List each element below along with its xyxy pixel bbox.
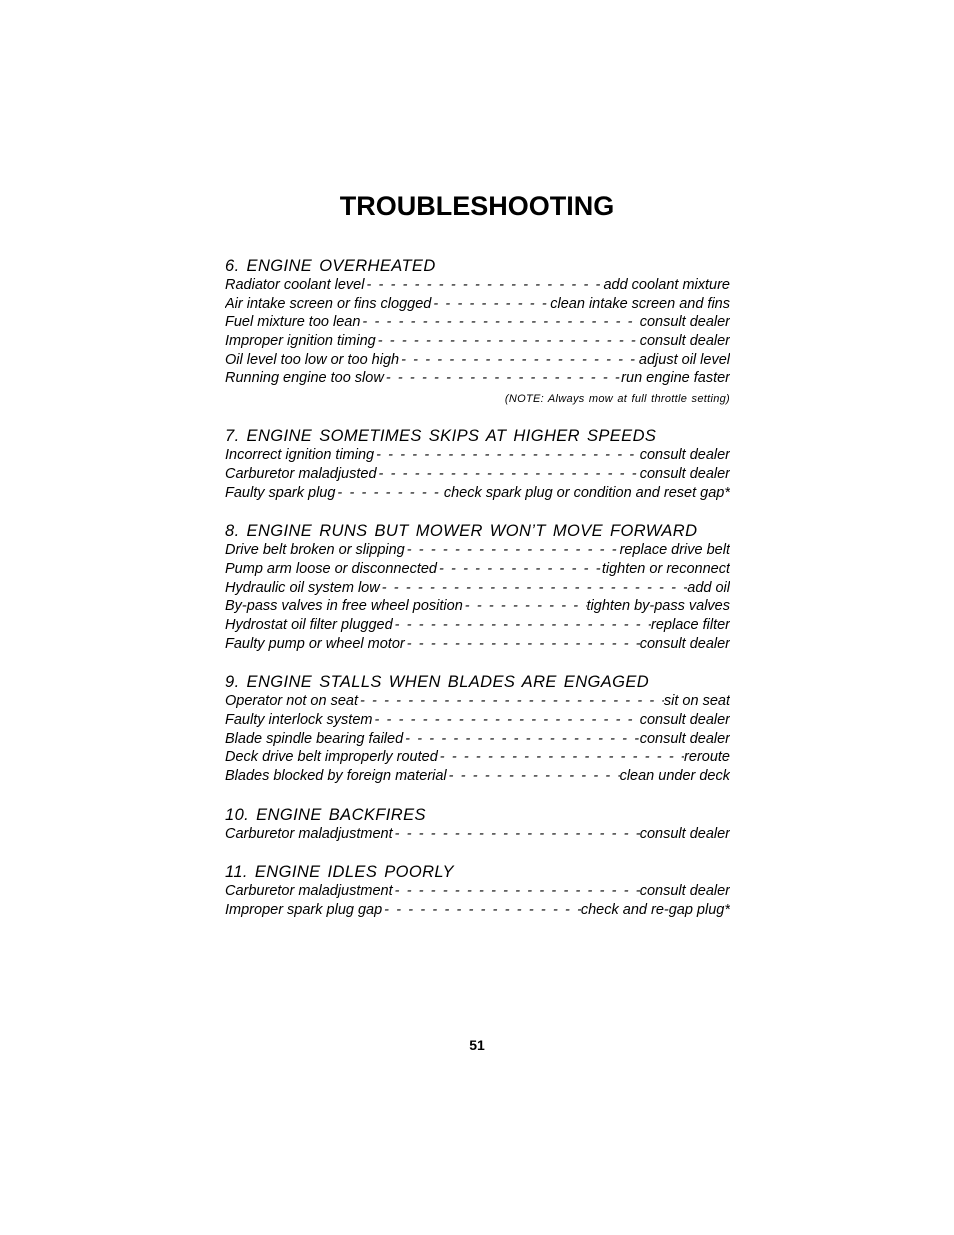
cause-text: Carburetor maladjustment	[225, 825, 393, 842]
troubleshooting-row	[225, 295, 730, 314]
section-engine-stalls	[225, 672, 730, 785]
dash-leader	[393, 825, 640, 844]
remedy-text: adjust oil level	[638, 351, 730, 368]
remedy-text: clean intake screen and fins	[550, 295, 730, 312]
remedy-text: consult dealer	[639, 883, 730, 900]
cause-text: Faulty interlock system	[225, 712, 373, 728]
page-title: TROUBLESHOOTING	[339, 191, 615, 221]
dash-leader	[382, 901, 581, 920]
troubleshooting-row	[225, 730, 730, 749]
cause-text: Pump arm loose or disconnected	[225, 560, 437, 577]
remedy-text: consult dealer	[639, 730, 730, 747]
remedy-text: consult dealer	[639, 333, 730, 350]
cause-text: Carburetor maladjustment	[225, 883, 393, 900]
troubleshooting-row	[225, 579, 730, 598]
dash-leader	[372, 711, 639, 730]
dash-leader	[393, 616, 651, 635]
section-heading: 6. ENGINE OVERHEATED	[225, 257, 436, 275]
cause-text: Operator not on seat	[225, 693, 358, 710]
dash-leader	[335, 484, 443, 503]
troubleshooting-row	[225, 635, 730, 654]
dash-leader	[405, 541, 620, 560]
dash-leader	[380, 579, 688, 598]
remedy-text: add oil	[687, 579, 730, 596]
remedy-text: consult dealer	[639, 712, 730, 728]
troubleshooting-row	[225, 825, 730, 844]
dash-leader	[405, 635, 640, 654]
remedy-text: consult dealer	[639, 314, 730, 331]
cause-text: Running engine too slow	[225, 370, 384, 387]
cause-text: Radiator coolant level	[225, 277, 365, 293]
remedy-text: sit on seat	[663, 693, 730, 710]
cause-text: Blade spindle bearing failed	[225, 730, 404, 747]
troubleshooting-row	[225, 332, 730, 351]
remedy-text: consult dealer	[639, 825, 730, 842]
remedy-text: replace filter	[651, 616, 730, 633]
dash-leader	[399, 351, 639, 370]
cause-text: Hydraulic oil system low	[225, 579, 380, 596]
cause-text: Blades blocked by foreign material	[225, 768, 447, 785]
cause-text: Fuel mixture too lean	[225, 314, 361, 331]
section-engine-backfires	[225, 805, 730, 844]
remedy-text: tighten by-pass valves	[586, 598, 730, 615]
dash-leader	[384, 369, 621, 388]
troubleshooting-row	[225, 597, 730, 616]
remedy-text: tighten or reconnect	[601, 560, 730, 577]
section-heading: 9. ENGINE STALLS WHEN BLADES ARE ENGAGED	[225, 673, 650, 692]
troubleshooting-row	[225, 369, 730, 388]
remedy-text: replace drive belt	[619, 542, 730, 559]
cause-text: Hydrostat oil filter plugged	[225, 616, 393, 633]
cause-text: Improper ignition timing	[225, 333, 376, 350]
remedy-text: run engine faster	[621, 370, 730, 387]
cause-text: Oil level too low or too high	[225, 351, 400, 368]
section-engine-idles-poorly	[225, 862, 730, 919]
remedy-text: consult dealer	[639, 447, 730, 464]
troubleshooting-row	[225, 711, 730, 730]
troubleshooting-row	[225, 484, 730, 503]
cause-text: Faulty pump or wheel motor	[225, 635, 405, 652]
remedy-text: consult dealer	[639, 635, 730, 652]
section-heading: 8. ENGINE RUNS BUT MOWER WON’T MOVE FORWARD	[225, 522, 698, 541]
dash-leader	[431, 295, 550, 314]
troubleshooting-row	[225, 616, 730, 635]
troubleshooting-row	[225, 767, 730, 786]
troubleshooting-content	[225, 256, 730, 939]
remedy-text: check and re-gap plug*	[580, 902, 730, 919]
cause-text: Carburetor maladjusted	[225, 465, 377, 482]
cause-text: By-pass valves in free wheel position	[225, 598, 463, 615]
troubleshooting-row	[225, 276, 730, 295]
troubleshooting-row	[225, 692, 730, 711]
dash-leader	[360, 313, 639, 332]
cause-text: Improper spark plug gap	[225, 902, 383, 919]
page-number: 51	[469, 1037, 485, 1053]
dash-leader	[376, 332, 640, 351]
cause-text: Deck drive belt improperly routed	[225, 749, 438, 766]
dash-leader	[374, 446, 640, 465]
dash-leader	[377, 465, 640, 484]
dash-leader	[364, 276, 603, 295]
remedy-text: consult dealer	[639, 465, 730, 482]
cause-text: Incorrect ignition timing	[225, 447, 375, 464]
remedy-text: reroute	[684, 749, 730, 766]
section-engine-skips	[225, 426, 730, 502]
dash-leader	[403, 730, 640, 749]
dash-leader	[393, 882, 640, 901]
remedy-text: clean under deck	[619, 768, 730, 785]
section-mower-wont-move	[225, 521, 730, 653]
dash-leader	[437, 560, 602, 579]
cause-text: Faulty spark plug	[225, 484, 336, 501]
note-text: (NOTE: Always mow at full throttle setting)	[504, 393, 730, 406]
troubleshooting-row	[225, 882, 730, 901]
troubleshooting-row	[225, 748, 730, 767]
dash-leader	[438, 748, 684, 767]
dash-leader	[463, 597, 587, 616]
remedy-text: check spark plug or condition and reset gap*	[443, 484, 730, 501]
dash-leader	[447, 767, 620, 786]
troubleshooting-row	[225, 351, 730, 370]
troubleshooting-row	[225, 313, 730, 332]
section-heading: 11. ENGINE IDLES POORLY	[225, 863, 454, 882]
section-heading: 10. ENGINE BACKFIRES	[225, 805, 426, 824]
section-engine-overheated	[225, 256, 730, 407]
dash-leader	[358, 692, 664, 711]
troubleshooting-row	[225, 446, 730, 465]
troubleshooting-row	[225, 560, 730, 579]
troubleshooting-row	[225, 541, 730, 560]
troubleshooting-row	[225, 901, 730, 920]
cause-text: Drive belt broken or slipping	[225, 542, 405, 559]
section-heading: 7. ENGINE SOMETIMES SKIPS AT HIGHER SPEEDS	[225, 427, 657, 446]
troubleshooting-row	[225, 465, 730, 484]
remedy-text: add coolant mixture	[603, 277, 730, 293]
cause-text: Air intake screen or fins clogged	[225, 295, 432, 312]
